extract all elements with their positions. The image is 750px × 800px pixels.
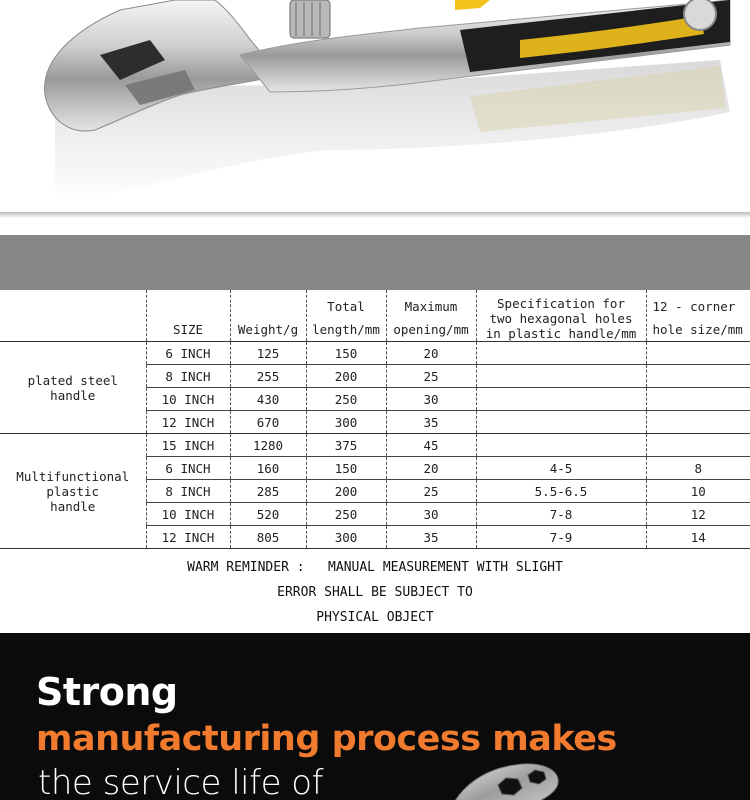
cell-corner: 8 (646, 457, 750, 480)
header-total-length (306, 290, 386, 342)
reminder-line-1: WARM REMINDER : MANUAL MEASUREMENT WITH SLIGHT (187, 560, 563, 575)
cell-weight: 255 (230, 365, 306, 388)
cell-opening: 30 (386, 388, 476, 411)
group-label-line: plastic (46, 483, 100, 499)
group-label-line: Multifunctional (16, 468, 130, 484)
cell-hex (476, 411, 646, 434)
cell-size: 10 INCH (146, 503, 230, 526)
cell-size: 12 INCH (146, 411, 230, 434)
product-hero-image (0, 0, 750, 222)
cell-weight: 160 (230, 457, 306, 480)
cell-length: 200 (306, 365, 386, 388)
cell-opening: 20 (386, 342, 476, 365)
cell-size: 6 INCH (146, 457, 230, 480)
cell-opening: 25 (386, 365, 476, 388)
header-hex-spec (476, 290, 646, 342)
promo-heading: Strong (36, 670, 178, 714)
header-corner-line-2: hole size/mm (652, 322, 743, 337)
reminder-line-3: PHYSICAL OBJECT (316, 610, 434, 625)
cell-length: 300 (306, 526, 386, 549)
table-header-row (0, 290, 750, 342)
cell-length: 250 (306, 503, 386, 526)
promo-subheading: manufacturing process makes (36, 719, 617, 759)
header-spec-line-2: two hexagonal holes (489, 311, 633, 326)
cell-weight: 805 (230, 526, 306, 549)
spec-table (0, 290, 750, 549)
cell-length: 250 (306, 388, 386, 411)
cell-hex: 4-5 (476, 457, 646, 480)
cell-length: 200 (306, 480, 386, 503)
header-spec-line-1: Specification for (497, 296, 625, 311)
header-max-line-1: Maximum (404, 299, 458, 314)
promo-body: the service life of (38, 763, 324, 800)
cell-length: 300 (306, 411, 386, 434)
cell-opening: 25 (386, 480, 476, 503)
cell-weight: 520 (230, 503, 306, 526)
table-row (0, 342, 750, 365)
header-spec-line-3: in plastic handle/mm (485, 326, 637, 341)
promo-section (0, 633, 750, 800)
cell-hex: 5.5-6.5 (476, 480, 646, 503)
cell-weight: 670 (230, 411, 306, 434)
cell-size: 8 INCH (146, 480, 230, 503)
group-label-plated (0, 342, 146, 434)
cell-length: 150 (306, 342, 386, 365)
cell-size: 12 INCH (146, 526, 230, 549)
cell-corner (646, 388, 750, 411)
cell-opening: 35 (386, 526, 476, 549)
cell-opening: 30 (386, 503, 476, 526)
header-corner-hole (646, 290, 750, 342)
cell-hex: 7-9 (476, 526, 646, 549)
cell-hex (476, 342, 646, 365)
cell-length: 375 (306, 434, 386, 457)
cell-corner (646, 411, 750, 434)
header-corner-line-1: 12 - corner (652, 299, 736, 314)
cell-length: 150 (306, 457, 386, 480)
header-total-line-1: Total (327, 299, 365, 314)
cell-opening: 45 (386, 434, 476, 457)
group-label-line: plated steel (27, 372, 118, 388)
adjustable-wrench-photo-icon (0, 0, 750, 222)
cell-corner (646, 434, 750, 457)
cell-weight: 430 (230, 388, 306, 411)
group-label-plastic (0, 434, 146, 549)
table-row (0, 434, 750, 457)
cell-hex (476, 365, 646, 388)
cell-weight: 1280 (230, 434, 306, 457)
header-weight: Weight/g (230, 290, 306, 342)
cell-weight: 125 (230, 342, 306, 365)
cell-corner: 10 (646, 480, 750, 503)
cell-size: 10 INCH (146, 388, 230, 411)
cell-corner (646, 342, 750, 365)
cell-corner (646, 365, 750, 388)
cell-size: 8 INCH (146, 365, 230, 388)
cell-opening: 20 (386, 457, 476, 480)
wrench-hex-head-icon (440, 751, 580, 800)
cell-hex (476, 434, 646, 457)
cell-size: 15 INCH (146, 434, 230, 457)
warm-reminder (0, 555, 750, 630)
header-total-line-2: length/mm (312, 322, 380, 337)
group-label-line: handle (50, 387, 96, 403)
cell-size: 6 INCH (146, 342, 230, 365)
reminder-line-2: ERROR SHALL BE SUBJECT TO (277, 585, 473, 600)
header-empty (0, 290, 146, 342)
cell-weight: 285 (230, 480, 306, 503)
cell-opening: 35 (386, 411, 476, 434)
header-max-opening (386, 290, 476, 342)
group-label-line: handle (50, 498, 96, 514)
cell-corner: 12 (646, 503, 750, 526)
header-max-line-2: opening/mm (393, 322, 469, 337)
header-size: SIZE (146, 290, 230, 342)
cell-hex: 7-8 (476, 503, 646, 526)
cell-corner: 14 (646, 526, 750, 549)
cell-hex (476, 388, 646, 411)
section-band (0, 235, 750, 290)
